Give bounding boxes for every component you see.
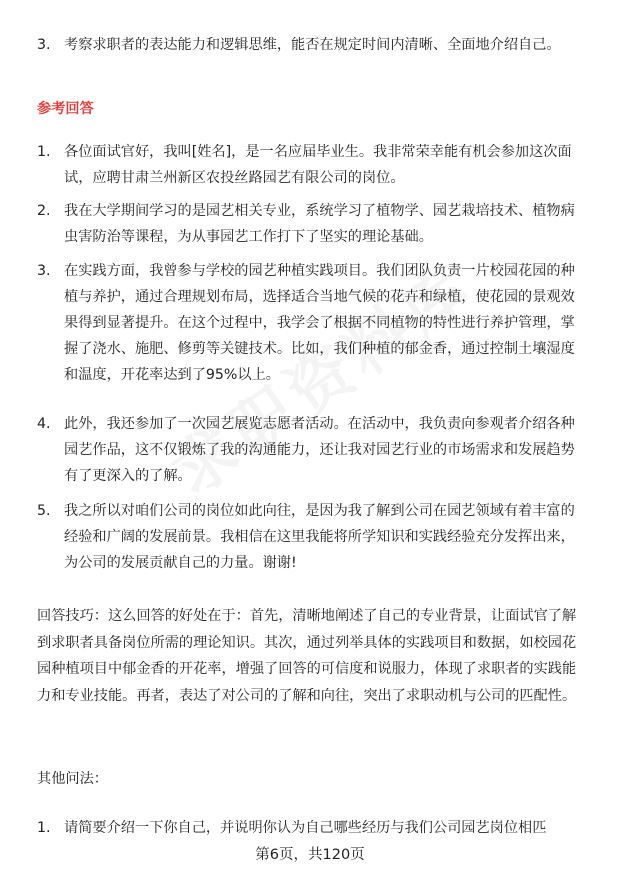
item-text: 我在大学期间学习的是园艺相关专业，系统学习了植物学、园艺栽培技术、植物病虫害防治等课程，为从事园艺工作打下了坚实的理论基础。 — [64, 203, 575, 245]
item-text: 考察求职者的表达能力和逻辑思维，能否在规定时间内清晰、全面地介绍自己。 — [64, 37, 561, 53]
answer-item — [37, 198, 582, 250]
item-text: 在实践方面，我曾参与学校的园艺种植实践项目。我们团队负责一片校园花园的种植与养护，通过合理规划布局，选择适合当地气候的花卉和绿植，使花园的景观效果得到显著提升。在这个过程中，我学会了根据不同植物的特性进行养护管理，掌握了浇水、施肥、修剪等关键技术。比如，我们种植的郁金香，通过控制土壤湿度和温度，开花率达到了95%以上。 — [64, 263, 575, 383]
item-number: 2. — [37, 203, 51, 219]
item-text: 我之所以对咱们公司的岗位如此向往，是因为我了解到公司在园艺领域有着丰富的经验和广阔的发展前景。我相信在这里我能将所学知识和实践经验充分发挥出来，为公司的发展贡献自己的力量。谢谢! — [64, 503, 575, 571]
item-number: 3. — [37, 263, 51, 279]
question-item — [37, 32, 582, 58]
item-text: 请简要介绍一下你自己，并说明你认为自己哪些经历与我们公司园艺岗位相匹 — [64, 820, 547, 836]
other-heading: 其他问法： — [37, 771, 108, 787]
item-text: 各位面试官好，我叫[姓名]，是一名应届毕业生。我非常荣幸能有机会参加这次面试，应聘甘肃兰州新区农投丝路园艺有限公司的岗位。 — [64, 144, 572, 186]
answer-tips: 回答技巧：这么回答的好处在于：首先，清晰地阐述了自己的专业背景，让面试官了解到求职者具备岗位所需的理论知识。其次，通过列举具体的实践项目和数据，如校园花园种植项目中郁金香的开花率，增强了回答的可信度和说服力，体现了求职者的实践能力和专业技能。再者，表达了对公司的了解和向往，突出了求职动机与公司的匹配性。 — [37, 608, 577, 704]
item-number: 4. — [37, 416, 51, 432]
item-number: 5. — [37, 503, 51, 519]
item-number: 1. — [37, 144, 51, 160]
answer-item — [37, 258, 582, 388]
answer-item — [37, 498, 582, 576]
answer-item — [37, 411, 582, 489]
item-text: 此外，我还参加了一次园艺展览志愿者活动。在活动中，我负责向参观者介绍各种园艺作品，这不仅锻炼了我的沟通能力，还让我对园艺行业的市场需求和发展趋势有了更深入的了解。 — [64, 416, 575, 484]
item-number: 3. — [37, 37, 51, 53]
answer-heading: 参考回答 — [37, 101, 94, 117]
item-number: 1. — [37, 820, 51, 836]
page-footer: 第6页，共120页 — [255, 847, 365, 863]
other-question-item — [37, 815, 582, 841]
answer-item — [37, 139, 582, 191]
